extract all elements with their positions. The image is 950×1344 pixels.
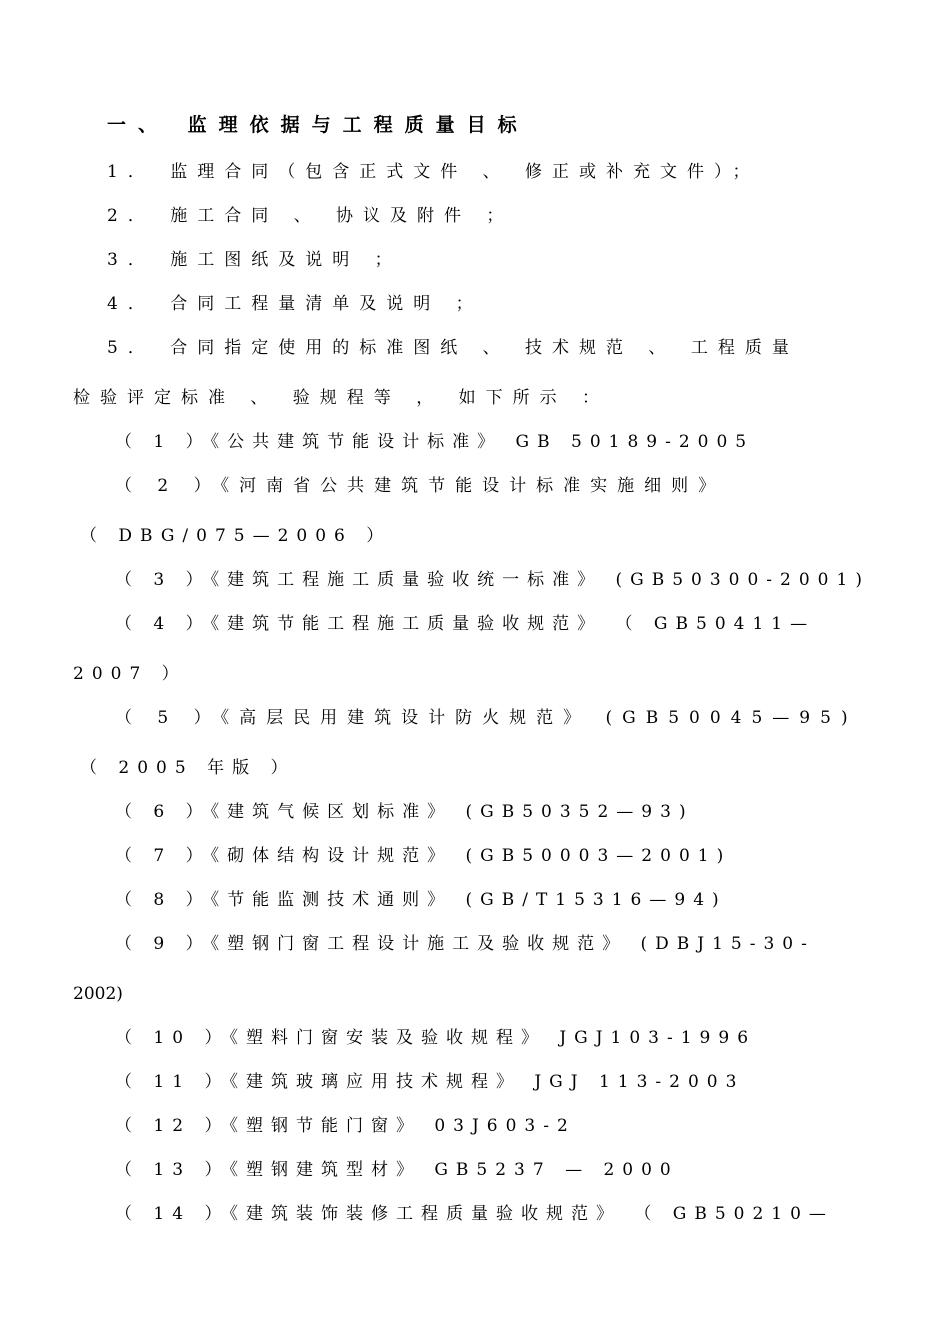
standard-item-11: （ 11 ）《建筑玻璃应用技术规程》 JGJ 113-2003 <box>115 1072 745 1092</box>
section-title: 一、 监理依据与工程质量目标 <box>107 114 529 136</box>
standard-item-10: （ 10 ）《塑料门窗安装及验收规程》 JGJ103-1996 <box>115 1028 757 1048</box>
basis-item-5-continued: 检验评定标准 、 验规程等 ， 如下所示 ： <box>73 388 610 408</box>
standard-item-13: （ 13 ）《塑钢建筑型材》 GB5237 — 2000 <box>115 1160 679 1180</box>
standard-item-1: （ 1 ）《公共建筑节能设计标准》 GB 50189-2005 <box>115 432 755 452</box>
basis-item-1: 1． 监理合同（包含正式文件 、 修正或补充文件）； <box>107 162 760 182</box>
standard-item-9-continued: 2002) <box>73 984 123 1004</box>
basis-item-5: 5． 合同指定使用的标准图纸 、 技术规范 、 工程质量 <box>107 338 799 358</box>
standard-item-2: （ 2 ）《河南省公共建筑节能设计标准实施细则》 <box>115 476 726 496</box>
standard-item-5: （ 5 ）《高层民用建筑设计防火规范》 (GB50045—95) <box>115 708 858 728</box>
basis-item-4: 4． 合同工程量清单及说明 ； <box>107 294 483 314</box>
standard-item-7: （ 7 ）《砌体结构设计规范》 (GB50003—2001) <box>115 846 732 866</box>
standard-item-14: （ 14 ）《建筑装饰装修工程质量验收规范》 （ GB50210— <box>115 1204 834 1224</box>
standard-item-5-edition: （ 2005 年版 ） <box>80 758 296 778</box>
standard-item-3: （ 3 ）《建筑工程施工质量验收统一标准》 (GB50300-2001) <box>115 570 870 590</box>
standard-item-6: （ 6 ）《建筑气候区划标准》 (GB50352—93) <box>115 802 694 822</box>
standard-item-12: （ 12 ）《塑钢节能门窗》 03J603-2 <box>115 1116 576 1136</box>
standard-item-8: （ 8 ）《节能监测技术通则》 (GB/T15316—94) <box>115 890 727 910</box>
standard-item-4: （ 4 ）《建筑节能工程施工质量验收规范》 （ GB50411— <box>115 614 816 634</box>
standard-item-2-code: （ DBG/075—2006 ） <box>80 526 392 546</box>
basis-item-3: 3． 施工图纸及说明 ； <box>107 250 402 270</box>
standard-item-4-continued: 2007 ） <box>73 664 187 684</box>
basis-item-2: 2． 施工合同 、 协议及附件 ； <box>107 206 514 226</box>
standard-item-9: （ 9 ）《塑钢门窗工程设计施工及验收规范》 (DBJ15-30- <box>115 934 815 954</box>
